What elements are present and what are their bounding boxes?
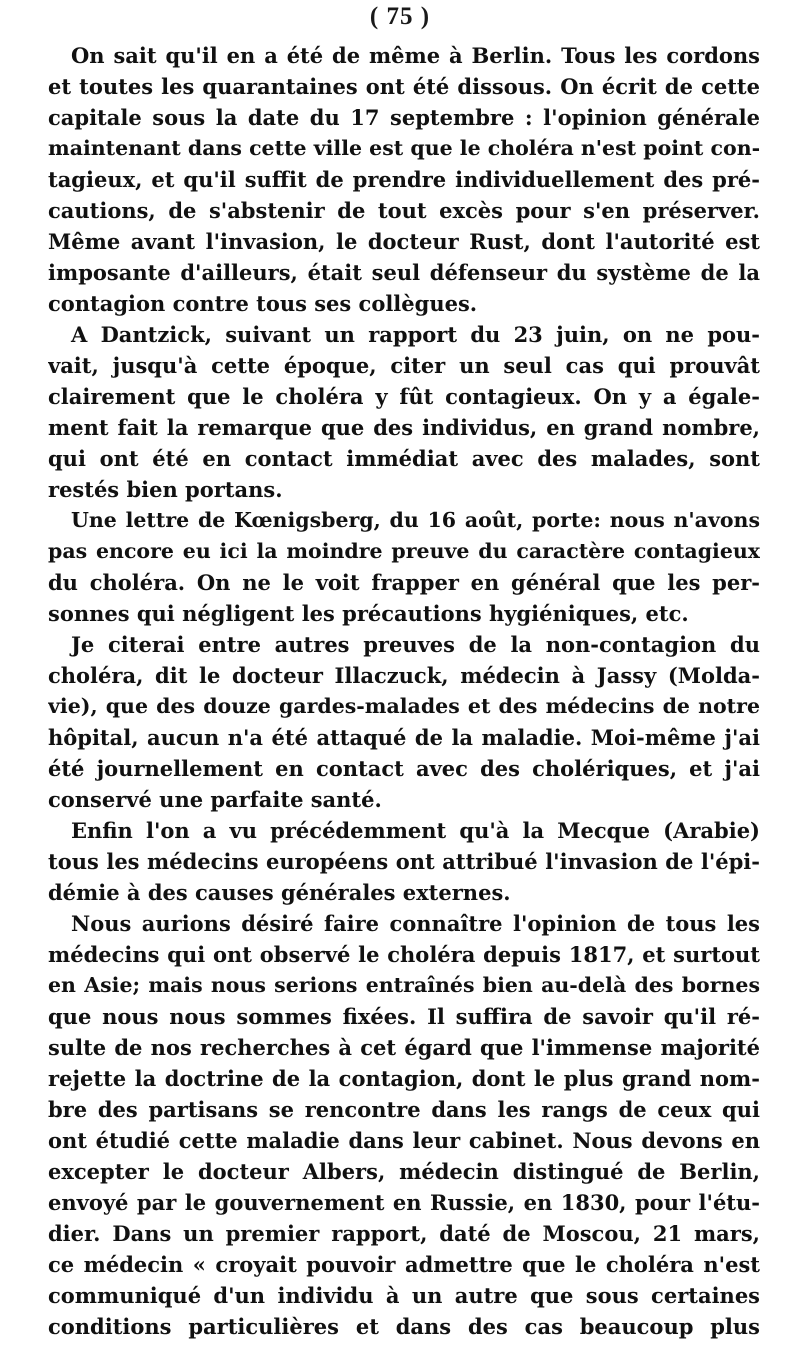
text-line: démie à des causes générales externes. — [48, 880, 511, 905]
text-line: vie), que des douze gardes-malades et des médecins de notre — [48, 694, 760, 718]
text-line: imposante d'ailleurs, était seul défenseur du système de la — [48, 260, 760, 285]
text-line: Enfin l'on a vu précédemment qu'à la Mecque (Arabie) — [71, 818, 760, 843]
text-line: A Dantzick, suivant un rapport du 23 juin, on ne pou- — [71, 322, 760, 347]
text-line: ment fait la remarque que des individus, en grand nombre, — [48, 415, 760, 440]
text-line: sonnes qui négligent les précautions hygiéniques, etc. — [48, 601, 689, 626]
text-line: rejette la doctrine de la contagion, dont le plus grand nom- — [48, 1066, 760, 1091]
paragraph-berlin — [48, 40, 760, 319]
text-line: bre des partisans se rencontre dans les rangs de ceux qui — [48, 1097, 760, 1122]
text-line: conservé une parfaite santé. — [48, 787, 382, 812]
text-line: qui ont été en contact immédiat avec des malades, sont — [48, 446, 760, 471]
text-line: en Asie; mais nous serions entraînés bien au-delà des bornes — [48, 973, 760, 997]
text-line: On sait qu'il en a été de même à Berlin. Tous les cordons — [71, 43, 760, 68]
text-line: du choléra. On ne le voit frapper en général que les per- — [48, 570, 760, 595]
text-line: envoyé par le gouvernement en Russie, en 1830, pour l'étu- — [48, 1190, 760, 1215]
text-line: excepter le docteur Albers, médecin distingué de Berlin, — [48, 1159, 760, 1184]
text-line: conditions particulières et dans des cas beaucoup plus — [48, 1314, 760, 1339]
text-line: que nous nous sommes fixées. Il suffira de savoir qu'il ré- — [48, 1004, 760, 1029]
body-text — [48, 40, 760, 1342]
text-line: et toutes les quarantaines ont été dissous. On écrit de cette — [48, 74, 760, 99]
text-line: Je citerai entre autres preuves de la non-contagion du — [71, 632, 760, 657]
text-line: ont étudié cette maladie dans leur cabinet. Nous devons en — [48, 1128, 760, 1153]
paragraph-dantzick — [48, 319, 760, 505]
text-line: choléra, dit le docteur Illaczuck, médecin à Jassy (Molda- — [48, 663, 760, 688]
paragraph-mecque — [48, 815, 760, 908]
text-line: maintenant dans cette ville est que le choléra n'est point con- — [48, 136, 760, 160]
text-line: clairement que le choléra y fût contagieux. On y a égale- — [48, 384, 760, 409]
text-line: dier. Dans un premier rapport, daté de Moscou, 21 mars, — [48, 1221, 760, 1246]
text-line: Nous aurions désiré faire connaître l'opinion de tous les — [71, 911, 760, 936]
text-line: ce médecin « croyait pouvoir admettre que le choléra n'est — [48, 1252, 760, 1277]
text-line: tagieux, et qu'il suffit de prendre individuellement des pré- — [48, 167, 760, 192]
text-line: Une lettre de Kœnigsberg, du 16 août, porte: nous n'avons — [71, 508, 760, 532]
text-line: pas encore eu ici la moindre preuve du caractère contagieux — [48, 539, 760, 563]
text-line: hôpital, aucun n'a été attaqué de la maladie. Moi-même j'ai — [48, 725, 760, 750]
text-line: tous les médecins européens ont attribué l'invasion de l'épi- — [48, 849, 760, 874]
text-line: contagion contre tous ses collègues. — [48, 291, 478, 316]
paragraph-koenigsberg — [48, 505, 760, 629]
text-line: médecins qui ont observé le choléra depuis 1817, et surtout — [48, 942, 760, 967]
text-line: communiqué d'un individu à un autre que sous certaines — [48, 1283, 760, 1308]
text-line: cautions, de s'abstenir de tout excès pour s'en préserver. — [48, 198, 760, 223]
page-number: ( 75 ) — [369, 3, 431, 30]
paragraph-jassy — [48, 629, 760, 815]
paragraph-opinion-medecins — [48, 908, 760, 1342]
text-line: vait, jusqu'à cette époque, citer un seul cas qui prouvât — [48, 353, 760, 378]
text-line: restés bien portans. — [48, 477, 283, 502]
text-line: été journellement en contact avec des cholériques, et j'ai — [48, 756, 760, 781]
text-line: sulte de nos recherches à cet égard que l'immense majorité — [48, 1035, 760, 1060]
text-line: capitale sous la date du 17 septembre : l'opinion générale — [48, 105, 760, 130]
text-line: Même avant l'invasion, le docteur Rust, dont l'autorité est — [48, 229, 760, 254]
